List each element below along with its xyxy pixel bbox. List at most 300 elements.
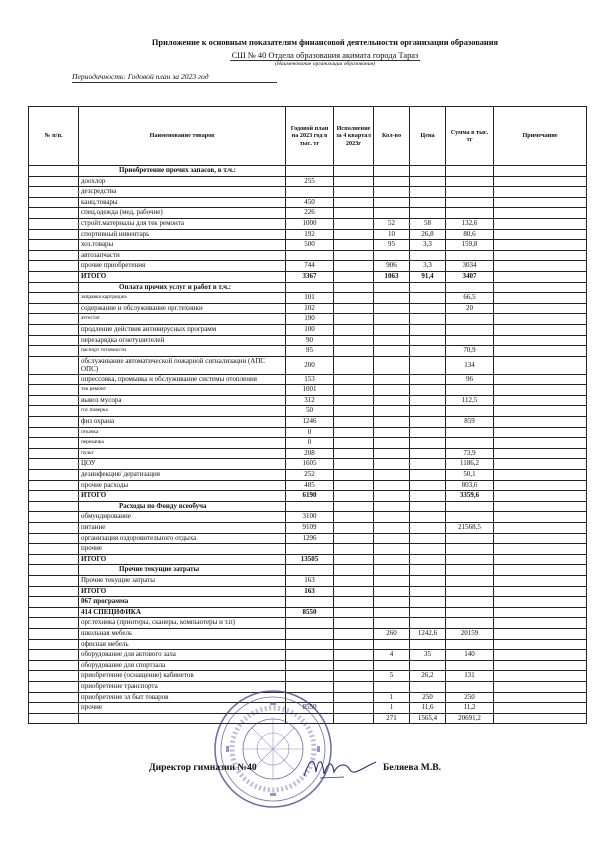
table-cell: прочие	[79, 703, 286, 714]
table-cell	[29, 480, 79, 491]
table-row	[29, 218, 587, 229]
table-cell	[334, 575, 374, 586]
table-row	[29, 554, 587, 565]
table-cell	[494, 448, 587, 459]
table-cell: содержание и обслуживание орг.техники	[79, 303, 286, 314]
table-cell	[334, 628, 374, 639]
table-cell: 100	[286, 324, 334, 335]
table-cell	[446, 639, 494, 650]
table-cell	[374, 438, 410, 449]
table-cell	[446, 565, 494, 576]
table-cell: 140	[446, 650, 494, 661]
table-cell: 3100	[286, 512, 334, 523]
table-cell	[29, 660, 79, 671]
column-header: Примечание	[494, 107, 587, 166]
table-cell	[494, 660, 587, 671]
table-cell	[494, 293, 587, 304]
budget-table	[28, 106, 587, 724]
table-cell: 0	[286, 438, 334, 449]
table-row	[29, 166, 587, 177]
table-cell	[286, 597, 334, 608]
table-cell: 1296	[286, 533, 334, 544]
table-cell: 20691,2	[446, 713, 494, 724]
table-row	[29, 660, 587, 671]
table-cell	[334, 417, 374, 428]
table-cell	[494, 335, 587, 346]
table-cell	[494, 314, 587, 325]
table-cell	[374, 575, 410, 586]
table-cell: орг.техника (принтеры, сканеры, компьютеры и т.п)	[79, 618, 286, 629]
organization-note: (Наименование организации образования)	[275, 61, 375, 67]
table-cell: дезсредства	[79, 187, 286, 198]
table-cell	[334, 533, 374, 544]
table-cell: 8550	[286, 607, 334, 618]
table-cell: доохлор	[79, 176, 286, 187]
table-cell: заправка картриджа	[79, 293, 286, 304]
table-cell	[494, 575, 587, 586]
table-cell	[494, 480, 587, 491]
table-cell: 250	[446, 692, 494, 703]
table-cell	[334, 250, 374, 261]
table-cell: организация оздоровительного отдыха	[79, 533, 286, 544]
table-cell: 153	[286, 374, 334, 385]
table-cell: 255	[286, 176, 334, 187]
table-row	[29, 512, 587, 523]
official-seal	[212, 688, 334, 810]
table-cell	[374, 480, 410, 491]
table-cell	[374, 681, 410, 692]
table-cell: 95	[286, 346, 334, 357]
table-cell	[286, 671, 334, 682]
table-cell	[446, 438, 494, 449]
table-cell: 13505	[286, 554, 334, 565]
table-cell	[29, 176, 79, 187]
table-cell: 73,9	[446, 448, 494, 459]
table-cell	[446, 597, 494, 608]
table-cell	[334, 523, 374, 534]
table-cell: приобретение эл быт товаров	[79, 692, 286, 703]
signature-mark	[300, 750, 380, 784]
table-cell	[374, 491, 410, 502]
table-cell	[29, 395, 79, 406]
table-cell	[410, 554, 446, 565]
table-cell	[29, 356, 79, 374]
table-row	[29, 470, 587, 481]
table-cell: 91,4	[410, 271, 446, 282]
table-cell	[410, 459, 446, 470]
table-cell	[410, 187, 446, 198]
table-cell	[29, 681, 79, 692]
table-cell	[494, 618, 587, 629]
table-row	[29, 671, 587, 682]
table-row	[29, 356, 587, 374]
table-cell	[334, 639, 374, 650]
table-cell: 102	[286, 303, 334, 314]
table-cell: физ охрана	[79, 417, 286, 428]
table-cell	[410, 575, 446, 586]
table-row	[29, 261, 587, 272]
table-cell: аттестат	[79, 314, 286, 325]
table-cell: 1001	[286, 385, 334, 396]
table-cell	[29, 501, 79, 512]
table-cell: 1186,2	[446, 459, 494, 470]
table-row	[29, 618, 587, 629]
organization-name	[75, 51, 575, 60]
table-row	[29, 314, 587, 325]
table-cell	[29, 218, 79, 229]
table-cell: 80,6	[446, 229, 494, 240]
table-cell: 131	[446, 671, 494, 682]
table-cell: 906	[374, 261, 410, 272]
table-cell	[446, 282, 494, 293]
table-cell	[334, 208, 374, 219]
table-cell	[494, 639, 587, 650]
table-cell	[494, 491, 587, 502]
table-row	[29, 628, 587, 639]
table-cell	[29, 374, 79, 385]
table-cell	[334, 618, 374, 629]
signature-block	[0, 760, 602, 790]
table-cell	[286, 250, 334, 261]
table-cell: 1000	[286, 218, 334, 229]
table-cell	[29, 229, 79, 240]
table-cell	[374, 586, 410, 597]
table-cell	[286, 166, 334, 177]
table-cell: автозапчасти	[79, 250, 286, 261]
table-cell: гос поверка	[79, 406, 286, 417]
table-cell	[494, 628, 587, 639]
table-cell: 803,6	[446, 480, 494, 491]
table-cell: ИТОГО	[79, 271, 286, 282]
table-cell	[334, 671, 374, 682]
table-cell	[494, 544, 587, 555]
table-cell	[410, 208, 446, 219]
table-cell	[410, 356, 446, 374]
table-cell: продление действия антивирусных программ	[79, 324, 286, 335]
table-row	[29, 501, 587, 512]
table-row	[29, 303, 587, 314]
table-cell	[494, 250, 587, 261]
table-cell: дезинфекция/ дератизация	[79, 470, 286, 481]
table-cell	[494, 229, 587, 240]
table-cell	[334, 229, 374, 240]
table-cell: 3034	[446, 261, 494, 272]
table-cell: Расходы по Фонду всеобуча	[79, 501, 286, 512]
table-cell	[334, 293, 374, 304]
table-cell: школьная мебель	[79, 628, 286, 639]
table-cell: 250	[410, 692, 446, 703]
table-cell	[29, 586, 79, 597]
table-cell	[374, 197, 410, 208]
table-cell	[410, 417, 446, 428]
table-cell	[29, 692, 79, 703]
table-cell	[286, 187, 334, 198]
table-cell	[494, 303, 587, 314]
table-cell	[446, 512, 494, 523]
table-cell	[334, 692, 374, 703]
table-cell	[29, 459, 79, 470]
table-cell: 50	[286, 406, 334, 417]
table-cell: 132,6	[446, 218, 494, 229]
table-row	[29, 575, 587, 586]
table-cell	[29, 250, 79, 261]
table-cell	[29, 650, 79, 661]
table-cell	[374, 395, 410, 406]
table-cell	[374, 618, 410, 629]
table-cell	[374, 597, 410, 608]
table-row	[29, 448, 587, 459]
table-cell: 66,5	[446, 293, 494, 304]
table-cell	[374, 208, 410, 219]
table-cell	[410, 197, 446, 208]
table-cell: 3,3	[410, 240, 446, 251]
table-cell	[410, 597, 446, 608]
table-cell: 450	[286, 197, 334, 208]
table-cell	[374, 282, 410, 293]
table-cell: перекачка	[79, 438, 286, 449]
table-cell	[29, 271, 79, 282]
table-cell: 414 СПЕЦИФИКА	[79, 607, 286, 618]
table-cell	[446, 176, 494, 187]
period-underline	[72, 82, 277, 83]
table-cell	[410, 618, 446, 629]
table-cell	[494, 533, 587, 544]
table-row	[29, 639, 587, 650]
table-cell	[410, 346, 446, 357]
table-cell	[286, 501, 334, 512]
table-cell	[374, 314, 410, 325]
table-cell: ЦОУ	[79, 459, 286, 470]
table-cell	[29, 293, 79, 304]
table-cell	[334, 703, 374, 714]
table-cell	[29, 565, 79, 576]
table-cell: 10	[374, 229, 410, 240]
table-cell: 226	[286, 208, 334, 219]
table-cell: 96	[446, 374, 494, 385]
table-cell: 200	[286, 356, 334, 374]
table-cell	[29, 628, 79, 639]
table-cell: оборудование для актового зала	[79, 650, 286, 661]
table-cell: 3,3	[410, 261, 446, 272]
table-cell: Приобретение прочих запасов, в т.ч.:	[79, 166, 286, 177]
table-row	[29, 197, 587, 208]
table-cell	[334, 197, 374, 208]
table-cell	[410, 314, 446, 325]
table-cell	[446, 554, 494, 565]
table-cell: вывоз мусора	[79, 395, 286, 406]
table-cell	[494, 512, 587, 523]
table-cell	[494, 187, 587, 198]
table-cell	[334, 166, 374, 177]
table-cell: 4	[374, 650, 410, 661]
table-cell	[446, 335, 494, 346]
table-cell	[29, 703, 79, 714]
table-cell	[286, 660, 334, 671]
table-cell	[374, 293, 410, 304]
table-cell: 1565,4	[410, 713, 446, 724]
table-cell	[334, 681, 374, 692]
table-cell	[410, 565, 446, 576]
table-cell	[374, 303, 410, 314]
table-cell: 1	[374, 703, 410, 714]
table-cell: 26,8	[410, 229, 446, 240]
table-row	[29, 395, 587, 406]
table-cell	[446, 314, 494, 325]
table-cell	[29, 197, 79, 208]
table-cell	[374, 250, 410, 261]
table-cell	[494, 356, 587, 374]
table-row	[29, 335, 587, 346]
table-cell	[29, 512, 79, 523]
table-cell: 192	[286, 229, 334, 240]
table-cell: 744	[286, 261, 334, 272]
table-cell	[374, 427, 410, 438]
table-cell	[410, 523, 446, 534]
document-title: Приложение к основным показателям финансовой деятельности организации образования	[151, 38, 499, 47]
table-cell	[446, 575, 494, 586]
table-cell	[374, 166, 410, 177]
table-cell	[374, 544, 410, 555]
table-cell	[334, 470, 374, 481]
table-cell	[374, 356, 410, 374]
table-cell	[374, 607, 410, 618]
table-cell	[374, 512, 410, 523]
table-cell	[334, 218, 374, 229]
table-cell: 11,2	[446, 703, 494, 714]
table-cell: офисная мебель	[79, 639, 286, 650]
table-cell	[29, 618, 79, 629]
table-cell	[29, 166, 79, 177]
table-cell: 90	[286, 335, 334, 346]
table-cell: прочие расходы	[79, 480, 286, 491]
table-cell	[286, 282, 334, 293]
table-row	[29, 385, 587, 396]
table-cell: 067 программа	[79, 597, 286, 608]
table-cell	[410, 533, 446, 544]
table-row	[29, 565, 587, 576]
table-cell	[446, 427, 494, 438]
table-cell	[446, 406, 494, 417]
table-cell: 21568,5	[446, 523, 494, 534]
table-cell: 3367	[286, 271, 334, 282]
table-row	[29, 208, 587, 219]
table-cell	[334, 324, 374, 335]
table-cell	[494, 417, 587, 428]
table-row	[29, 650, 587, 661]
table-row	[29, 346, 587, 357]
table-cell: 190	[286, 314, 334, 325]
table-cell	[334, 512, 374, 523]
column-header: Исполнение за 4 квартал 2023г	[334, 107, 374, 166]
table-cell	[410, 385, 446, 396]
table-cell	[410, 335, 446, 346]
director-name: Беляева М.В.	[383, 762, 442, 773]
table-cell: 1063	[374, 271, 410, 282]
table-cell	[410, 660, 446, 671]
table-cell	[286, 628, 334, 639]
table-cell: откачка	[79, 427, 286, 438]
table-cell	[29, 671, 79, 682]
table-cell: обслуживание автоматической пожарной сигнализации (АПС ОПС)	[79, 356, 286, 374]
table-cell: опрессовка, промывка и обслуживание системы отопления	[79, 374, 286, 385]
table-row	[29, 607, 587, 618]
table-cell	[494, 459, 587, 470]
table-row	[29, 374, 587, 385]
table-cell: 159,8	[446, 240, 494, 251]
table-cell	[494, 523, 587, 534]
table-header-row	[29, 107, 587, 166]
table-cell	[494, 176, 587, 187]
table-cell	[494, 681, 587, 692]
table-cell	[410, 586, 446, 597]
table-cell	[374, 459, 410, 470]
table-row	[29, 491, 587, 502]
table-row	[29, 293, 587, 304]
table-cell: 1242,6	[410, 628, 446, 639]
table-cell	[446, 187, 494, 198]
table-cell: 5	[374, 671, 410, 682]
table-cell	[29, 240, 79, 251]
table-cell	[29, 406, 79, 417]
table-cell	[29, 713, 79, 724]
table-cell	[334, 554, 374, 565]
table-cell	[374, 554, 410, 565]
table-cell: 3407	[446, 271, 494, 282]
table-row	[29, 523, 587, 534]
table-cell: 163	[286, 575, 334, 586]
column-header: Годовой план на 2023 год в тыс. тг	[286, 107, 334, 166]
table-cell: приобретение (оснащение) кабинетов	[79, 671, 286, 682]
table-cell	[494, 406, 587, 417]
table-cell	[410, 544, 446, 555]
table-body	[29, 166, 587, 724]
period-label: Периодичность: Годовой план за 2023 год	[72, 72, 209, 81]
table-cell	[374, 448, 410, 459]
table-cell	[374, 385, 410, 396]
table-cell	[334, 565, 374, 576]
table-cell: тек ремонт	[79, 385, 286, 396]
table-cell: 58	[410, 218, 446, 229]
table-cell	[374, 660, 410, 671]
table-row	[29, 324, 587, 335]
table-cell	[334, 448, 374, 459]
table-cell	[29, 261, 79, 272]
table-cell	[29, 438, 79, 449]
table-cell: 500	[286, 240, 334, 251]
table-cell	[29, 554, 79, 565]
table-row	[29, 417, 587, 428]
table-cell	[446, 660, 494, 671]
table-cell	[410, 448, 446, 459]
table-cell: оборудование для спортзала	[79, 660, 286, 671]
table-cell	[334, 660, 374, 671]
table-cell	[334, 713, 374, 724]
table-cell	[446, 607, 494, 618]
table-cell	[410, 166, 446, 177]
table-cell	[410, 438, 446, 449]
table-cell: 312	[286, 395, 334, 406]
table-cell	[494, 324, 587, 335]
table-cell	[446, 586, 494, 597]
table-row	[29, 240, 587, 251]
table-cell: 1246	[286, 417, 334, 428]
table-cell	[29, 639, 79, 650]
table-cell	[334, 374, 374, 385]
director-label: Директор гимназии №40	[149, 762, 257, 773]
table-cell	[334, 240, 374, 251]
table-cell	[494, 282, 587, 293]
table-row	[29, 406, 587, 417]
